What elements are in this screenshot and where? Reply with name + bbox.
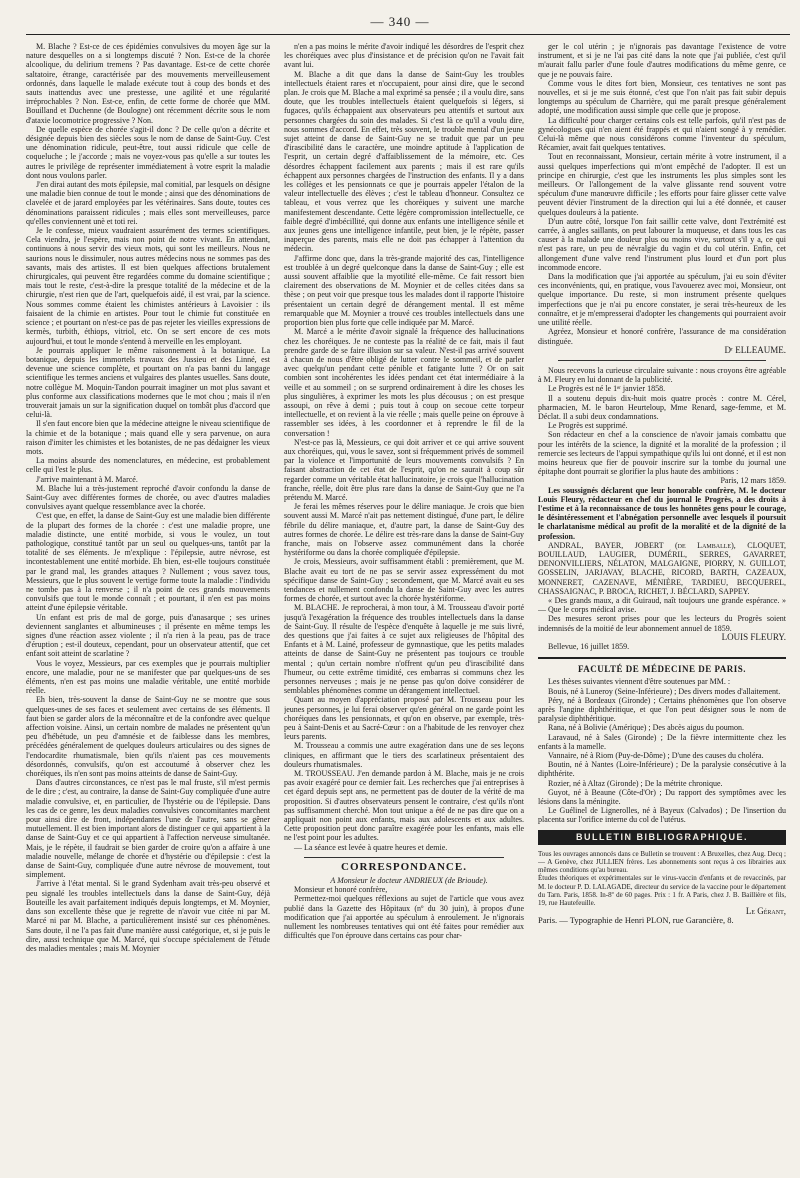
correspondence-addressee: A Monsieur le docteur ANDRIEUX (de Brioude).	[330, 876, 488, 886]
paragraph: Monsieur et honoré confrère,	[294, 885, 388, 895]
biblio-notes	[538, 850, 786, 907]
circular-signatories: ANDRAL, BAYER, JOBERT (de Lamballe), CLOQUET, BOUILLAUD, LAUGIER, DUMÉRIL, SERRES, GAVARRET, DENONVILLIERS, NÉLATON, MALGAIGNE, PIORRY, N. GUILLOT, GOSSELIN, JARJAVAY, BLACHE, RICORD, BARTH, CAZEAUX, MONNERET, CAZENAVE, MÉNIÈRE, TARDIEU, BECQUEREL, CHASSAIGNAC, P. BROCA, RICHET, J. BÉCLARD, SAPPEY.	[538, 540, 786, 596]
faculty-body	[538, 677, 786, 824]
paragraph: M. BLACHE. Je reprocherai, à mon tour, à M. Trousseau d'avoir porté jusqu'à l'exagération la fréquence des troubles intellectuels dans la danse de Saint-Guy. Il résulte de l'espèce d'enquête à laquelle je me suis livré, des questions que j'ai faites à ce sujet aux religieuses de l'hôpital des Enfants et à M. Lainé, professeur de gymnastique, que les petits malades atteints de danse de Saint-Guy ne présentent pas toujours ce trouble mental ; qu'un certain nombre n'offrent qu'un peu d'irascibilité dans l'humeur, ou cette extrême timidité, ces embarras si communs chez les personnes nerveuses ; mais je ne pense pas qu'on doive considérer de semblables phénomènes comme un dérangement intellectuel.	[284, 603, 524, 696]
paragraph: Dans d'autres circonstances, ce n'est pas le mal fruste, s'il m'est permis de le dire ; c'est, au contraire, la danse de Saint-Guy compliquée d'une autre maladie convulsive, et, en particulier, de l'hystérie ou de l'épilepsie. Dans les cas de ce genre, les deux maladies convulsives concomitantes marchent pour ainsi dire de front, indépendantes l'une de l'autre, sans se gêner mutuellement. Il est bien important alors de distinguer ce qui appartient à la danse de Saint-Guy et ce qui appartient à l'affection nerveuse simultanée. Mais, je le répète, il faudrait se bien garder de croire qu'on a affaire à une maladie nouvelle, mélange de chorée et d'hystérie ou d'épilepsie : c'est la danse de Saint-Guy, compliquée d'une autre névrose de mouvement, tout simplement.	[26, 778, 270, 880]
paragraph: ger le col utérin ; je n'ignorais pas davantage l'existence de votre instrument, et si je ne l'ai pas cité dans la note que j'ai publiée, c'est qu'il m'aurait fallu parler d'une foule d'autres modifications du même genre, ce que je ne pouvais faire.	[538, 42, 786, 79]
col1-body	[26, 42, 270, 953]
paragraph: Il s'en faut encore bien que la médecine atteigne le niveau scientifique de la chimie et de la botanique ; mais quand elle y sera parvenue, on aura raison d'imiter les chimistes et les botanistes, de ne pas dédaigner les vieux mots.	[26, 419, 270, 456]
section-divider	[558, 360, 766, 361]
paragraph: Je ferai les mêmes réserves pour le délire maniaque. Je crois que bien souvent aussi M. Marcé n'ait pas nettement distingué, d'une part, le délire fébrile du délire maniaque, et, d'autre part, la danse de Saint-Guy des autres formes de chorée. Le délire est très-rare dans la danse de Saint-Guy franche, mais on l'observe assez communément dans la chorée hystériforme ou dans la chorée compliquée d'épilepsie.	[284, 502, 524, 558]
paragraph: J'arrive maintenant à M. Marcé.	[36, 474, 138, 484]
paragraph: n'en a pas moins le mérite d'avoir indiqué les désordres de l'esprit chez les choréiques avec plus d'insistance et de précision qu'on ne l'avait fait avant lui.	[284, 42, 524, 70]
paragraph: J'arrive à l'état mental. Si le grand Sydenham avait très-peu observé et peu signalé les troubles intellectuels dans la danse de Saint-Guy, déjà Bouteille les avait parfaitement indiqués depuis longtemps, et M. Moynier, dans son excellente thèse que je regrette de n'avoir vue citée ni par M. Marcé ni par M. Blache, a particulièrement insisté sur ces phénomènes. Sans doute, il ne l'a pas fait d'une manière aussi catégorique, et, si je puis le dire, aussi technique que M. Marcé, qui s'occupe spécialement de l'étude des maladies mentales ; mais M. Moynier	[26, 879, 270, 953]
paragraph: La difficulté pour charger certains cols est telle parfois, qu'il n'est pas de gynécologues qui n'en aient été frappés et qui n'aient songé à y remédier. Celui-là même que nous considérons comme l'inventeur du spéculum, Récamier, avait fait quelques tentatives.	[538, 115, 786, 153]
paragraph: Dans la modification que j'ai apportée au spéculum, j'ai eu soin d'éviter ces inconvénients, qui, en pratique, vous l'avouerez avec moi, Monsieur, ont quelque importance. Du reste, si mon instrument présente quelques imperfections que je n'ai pu encore constater, je serai très-heureux de les connaître, et je m'empresserai d'adopter les changements qui pourraient avoir une utilité réelle.	[538, 272, 786, 328]
paragraph: M. Trousseau a commis une autre exagération dans une de ses leçons cliniques, en affirmant que le tiers des scarlatineux présentaient des douleurs rhumatismales.	[284, 741, 524, 769]
circular-closing	[538, 596, 786, 633]
circular-date: Paris, 12 mars 1859.	[720, 476, 786, 486]
paragraph: M. Blache a dit que dans la danse de Saint-Guy les troubles intellectuels étaient rares et n'occupaient, pour ainsi dire, que le second plan. Je crois que M. Blache a mal exprimé sa pensée ; il a voulu dire, sans doute, que les troubles intellectuels étaient quelquefois si légers, si fugaces, qu'ils échappaient aux observateurs peu attentifs et surtout aux personnes chargées du soin des malades. Si c'est là ce qu'il a voulu dire, nous sommes d'accord. En effet, très souvent, le trouble mental d'un jeune sujet atteint de danse de Saint-Guy ne se traduit que par un peu d'irascibilité dans le caractère, une moindre aptitude à l'application de l'esprit, un certain degré d'affaiblissement de la mémoire, etc. Ces désordres échappent facilement aux parents ; mais il est rare qu'ils échappent aux personnes chargées de l'instruction des enfants. Il y a dans les collèges et les pensionnats ce que je pourrais appeler l'étalon de la valeur intellectuelle des élèves ; c'est le tableau d'honneur. Consultez ce tableau, et vous verrez que les choréiques y suivent une marche manifestement descendante. Cette légère compromission intellectuelle, ce faible degré d'imbécillité, qui donne aux enfants une intelligence sénile et aux jeunes gens une intelligence infantile, peut bien, je le répète, passer inaperçue des parents, mais elle ne doit pas échapper à l'attention du médecin.	[284, 69, 524, 254]
circular-signature: LOUIS FLEURY.	[721, 631, 786, 642]
paragraph: M. TROUSSEAU. J'en demande pardon à M. Blache, mais je ne crois pas avoir exagéré pour ce dernier fait. Les recherches que j'ai entreprises à cet égard depuis sept ans, ne permettent pas de douter de la vérité de ma proposition. Si d'autres observateurs pensent le contraire, c'est qu'ils n'ont pas suffisamment cherché. Mon tout unique a été de ne pas dire que on a appliquait non point aux enfants, mais aux adolescents et aux adultes. Cette proposition peut donc paraître exagérée pour les enfants, mais elle ne l'est point pour les adultes.	[284, 769, 524, 843]
biblio-heading: BULLETIN BIBLIOGRAPHIQUE.	[538, 830, 786, 845]
paragraph: Il a soutenu depuis dix-huit mois quatre procès : contre M. Cérel, pharmacien, M. le baron Heurteloup, Mme Renard, sage-femme, et M. Déclat. Il a subi deux condamnations.	[538, 393, 786, 421]
paragraph: La moins absurde des nomenclatures, en médecine, est probablement celle qui l'est le plus.	[26, 456, 270, 475]
paragraph: Eh bien, très-souvent la danse de Saint-Guy ne se montre que sous quelques-unes de ses faces et seulement avec certains de ses éléments. Il faut bien se garder alors de la méconnaître et de la confondre avec quelque affection voisine. Ainsi, un certain nombre de malades ne présentent qu'un peu d'hébétude, un peu d'amnésie et de faiblesse dans les membres, précédées généralement de quelques douleurs articulaires ou des signes de l'endocardite rhumatismale, bien qu'ils n'aient pas ces mouvements désordonnés, convulsifs, qu'on est accoutumé à observer chez les choréiques, ils n'en sont pas moins atteints de danse de Saint-Guy.	[26, 695, 270, 779]
correspondence-body	[284, 885, 524, 940]
faculty-heading: FACULTÉ DE MÉDECINE DE PARIS.	[577, 664, 747, 675]
header-rule	[26, 34, 790, 35]
paragraph: D'un autre côté, lorsque l'on fait saillir cette valve, dont l'extrémité est carrée, à angles saillants, on peut labourer la muqueuse, et dans tous les cas causer à la malade une douleur plus ou moins vive, surtout s'il y a, ce qui n'est pas rare, un peu de névralgie du vagin et du col utérin. Enfin, cet allongement d'une valve rend l'instrument plus lourd et d'un port plus incommode encore.	[538, 216, 786, 272]
paragraph: Le Progrès est supprimé.	[548, 421, 628, 431]
paragraph: J'en dirai autant des mots épilepsie, mal comitial, par lesquels on désigne une maladie bien connue de tout le monde ; ainsi que des dénominations de clavelée et de jarard employées par les vétérinaires. Sans doute, toutes ces dénominations paraissent ridicules ; mais elles sont merveilleuses, parce qu'elles conviennent unè et toti rei.	[26, 180, 270, 226]
correspondence-heading: CORRESPONDANCE.	[341, 860, 467, 873]
paragraph: Son rédacteur en chef a la conscience de n'avoir jamais combattu que pour les intérêts de la science, la dignité et la moralité de la profession ; il remercie ses lecteurs de l'appui sympathique qu'ils lui ont donné, et il est non moins heureux que fier de pouvoir inscrire sur la tombe du journal une épitaphe dont pourrait se glorifier la plus haute des ambitions :	[538, 430, 786, 477]
paragraph: Vous le voyez, Messieurs, par ces exemples que je pourrais multiplier encore, une maladie, pour ne se manifester que par quelques-uns de ses éléments, n'en est pas moins une maladie véritable, une entité morbide réelle.	[26, 658, 270, 696]
paragraph: Je crois, Messieurs, avoir suffisamment établi : premièrement, que M. Blache avait eu tort de ne pas se servir assez expressément du mot spécifique danse de Saint-Guy ; secondement, que M. Marcé avait eu ses tendances et nullement confondu la danse de Saint-Guy avec les autres formes de chorée, et surtout avec la chorée hystériforme.	[284, 557, 524, 604]
circular-place: Bellevue, 16 juillet 1859.	[548, 642, 630, 651]
paragraph: De quelle espèce de chorée s'agit-il donc ? De celle qu'on a décrite et désignée depuis bien des siècles sous le nom de danse de Saint-Guy. C'est une dénomination ridicule, peut-être, tout aussi ridicule que celle de coqueluche ; le j'accorde ; mais ne voyez-vous pas qu'elle a sur toutes les autres le privilège de représenter immédiatement à votre esprit la maladie dont nous voulons parler.	[26, 124, 270, 180]
col2-body	[284, 42, 524, 852]
paragraph: Le Progrès est né le 1ᵉʳ janvier 1858.	[548, 384, 666, 394]
paragraph: Je le confesse, mieux vaudraient assurément des termes scientifiques. Cela viendra, je l'espère, mais non point de notre vivant. En attendant, continuons à nous servir des vieux mots, qui sont les meilleurs. Nous ne saurions nous le dissimuler, nous autres médecins nous ne sommes pas des savants, mais des artistes. Il est bien quelques affections brutalement chirurgicales, qui peuvent être regardées comme du domaine scientifique ; mais tout le reste, c'est-à-dire la presque totalité de la médecine et de la chirurgie, n'est rien que de l'art, quelquefois aidé, il est vrai, par la science. Nous sommes comme étaient les chimistes antérieurs à Lavoisier : ils faisaient de la chimie en artistes. Pour tout le chimie fut constituée en science ; et pourtant on n'est-ce pas de pas rejeter les vieilles expressions de kermès, turbith, éthiops, vitriol, etc. On se sert encore de ces mots aujourd'hui, et tout le monde s'entend à merveille en les employant.	[26, 226, 270, 346]
paragraph: N'est-ce pas là, Messieurs, ce qui doit arriver et ce qui arrive souvent aux choréiques, qui, vous le savez, sont si fréquemment privés de sommeil par la violence et l'importunité de leurs mouvements convulsifs ? En faisant abstraction de cet état de l'esprit, qu'on ne saurait à coup sûr regarder comme un véritable état hallucinatoire, je crois que l'hallucination franche, réelle, doit être plus rare dans la danse de Saint-Guy que ne l'a prétendu M. Marcé.	[284, 437, 524, 502]
gerant-signature: Le Gérant,	[745, 906, 786, 917]
page-number: — 340 —	[370, 14, 430, 29]
paragraph: Agréez, Monsieur et honoré confrère, l'assurance de ma considération distinguée.	[538, 327, 786, 346]
section-divider	[304, 857, 504, 858]
paragraph: Rana, né à Bolivie (Amérique) ; Des abcès aigus du poumon.	[548, 723, 744, 733]
column-1	[26, 42, 270, 1168]
paragraph: Laravaud, né à Sales (Gironde) ; De la fièvre intermittente chez les enfants à la mamelle.	[538, 732, 786, 751]
paragraph: Boutin, né à Nantes (Loire-Inférieure) ; De la paralysie consécutive à la diphthérite.	[538, 760, 786, 779]
paragraph: Les thèses suivantes viennent d'être soutenues par MM. :	[548, 677, 731, 687]
paragraph: — La séance est levée à quatre heures et demie.	[294, 842, 448, 852]
circular-body	[538, 366, 786, 476]
letter-body	[538, 42, 786, 346]
paragraph: Rozier, né à Altaz (Gironde) ; De la métrite chronique.	[548, 778, 723, 788]
section-divider	[538, 657, 786, 659]
paragraph: Quant au moyen d'appréciation proposé par M. Trousseau pour les jeunes personnes, je lui ferai observer qu'en général on ne garde point les choréiques dans les pensionnats, et qu'on en observe, par exemple, très-peu à Saint-Denis et au Sacré-Cœur : on a l'habitude de les renvoyer chez leurs parents.	[284, 695, 524, 742]
paragraph: J'affirme donc que, dans la très-grande majorité des cas, l'intelligence est troublée à un degré quelconque dans la danse de Saint-Guy ; elle est aussi souvent affaiblie que la myotilité elle-même. Ce fait ressort bien clairement des observations de M. Moynier et de celles citées dans sa thèse ; on peut voir que presque tous les malades dont il rapporte l'histoire présentaient un certain degré de dérangement mental. Il est même remarquable que M. Moynier a trouvé ces troubles intellectuels dans une proportion bien plus forte que celle indiquée par M. Marcé.	[284, 253, 524, 328]
paragraph: M. Blache lui a très-justement reproché d'avoir confondu la danse de Saint-Guy avec différentes formes de chorée, ou avec d'autres maladies convulsives ayant quelque ressemblance avec la chorée.	[26, 483, 270, 512]
column-3	[538, 42, 786, 1168]
paragraph: Un enfant est pris de mal de gorge, puis d'anasarque ; ses urines deviennent sanglantes et albumineuses ; il présente en même temps les signes d'une réaction assez violente ; il n'a rien à la peau, pas de trace d'éruption ; est-il douteux, cependant, pour un observateur attentif, que cet enfant soit atteint de scarlatine ?	[26, 612, 270, 659]
paragraph: Vannaire, né à Riom (Puy-de-Dôme) ; D'une des causes du choléra.	[548, 751, 764, 761]
paragraph: Études théoriques et expérimentales sur le virus-vaccin d'enfants et de revaccinés, par M. le docteur P. D. LALAGADE, directeur du service de la vaccine pour le département du Tarn. Paris, 1858. In-8º de 60 pages. Prix : 1 fr. A Paris, chez J. B. Baillière et fils, 19, rue Hautefeuille.	[538, 874, 786, 908]
paragraph: Tous les ouvrages annoncés dans ce Bulletin se trouvent : A Bruxelles, chez Aug. Decq ; — A Genève, chez JULLIEN frères. Les abonnements sont reçus à ces librairies aux mêmes conditions qu'au bureau.	[538, 849, 786, 875]
paragraph: Bouis, né à Luneroy (Seine-Inférieure) ; Des divers modes d'allaitement.	[548, 686, 781, 696]
paragraph: Le Guélinel de Lignerolles, né à Bayeux (Calvados) ; De l'insertion du placenta sur l'orifice interne du col de l'utérus.	[538, 806, 786, 825]
paragraph: C'est que, en effet, la danse de Saint-Guy est une maladie bien différente de la plupart des formes de la chorée : c'est une maladie propre, une maladie distincte, une entité morbide, si vous le voulez, un tout pathologique, constitué tantôt par un seul ou quelques-uns, tantôt par la totalité de ses éléments. Je m'explique : l'épilepsie, autre névrose, est incontestablement une entité morbide. Eh bien, est-elle toujours constituée par le grand mal, les grandes attaques ? Nullement ; vous savez tous, Messieurs, que le plus souvent le vertige forme toute la maladie : l'individu ne tombe pas à la renverse ; il n'a point de ces grands mouvements convulsifs que tout le monde connaît ; et pourtant, il n'en est pas moins atteint d'une épilepsie véritable.	[26, 511, 270, 613]
paragraph: Péry, né à Bordeaux (Gironde) ; Certains phénomènes que l'on observe après l'angine diphthéritique, et que l'on peut désigner sous le nom de paralysie diphthéritique.	[538, 695, 786, 724]
column-2	[284, 42, 524, 1168]
imprint-line: Paris. — Typographie de Henri PLON, rue Garancière, 8.	[538, 915, 734, 926]
paragraph: Je pourrais appliquer le même raisonnement à la botanique. La botanique, depuis les immortels travaux des Jussieu et des Linné, est devenue une science complète, et pourtant on n'a pas banni du langage scientifique les termes anciens et vulgaires des plantes usuelles. Sans doute, notre collègue M. Moquin-Tandon pourrait imaginer un mot plus savant et plus conforme aux classifications modernes que le mot chou ; mais il n'en trouverait jamais un sur la signification duquel on tombât plus d'accord que celui-là.	[26, 345, 270, 420]
paragraph: Nous recevons la curieuse circulaire suivante : nous croyons être agréable à M. Fleury en lui donnant de la publicité.	[538, 365, 786, 385]
paragraph: Guyot, né à Beaune (Côte-d'Or) ; Du rapport des symptômes avec les lésions dans la méningite.	[538, 787, 786, 807]
paragraph: Tout en reconnaissant, Monsieur, certain mérite à votre instrument, il a aussi quelques imperfections qui m'ont empêché de l'adopter. Il est un principe en chirurgie, c'est que les instruments les plus simples sont les meilleurs. Or l'allongement de la valve glissante rend souvent votre spéculum d'une manœuvre difficile ; les efforts pour faire glisser cette valve peuvent dévier l'instrument de la direction qui lui a été donnée, et causer quelques douleurs à la patiente.	[538, 152, 786, 217]
paragraph: M. Marcé a le mérite d'avoir signalé la fréquence des hallucinations chez les choréiques. Je ne conteste pas la réalité de ce fait, mais il faut prendre garde de se faire illusion sur sa valeur. N'est-il pas arrivé souvent à chacun de nous d'être obligé de lutter contre le sommeil, et de parler avec quelqu'un pendant cette pénible et fatigante lutte ? Or on sait combien sont incohérentes les idées pendant cet état intermédiaire à la veille et au sommeil ; on se surprend ordinairement à dire les choses les plus singulières, à exprimer les mots les plus décousus ; on est presque assoupi, on rêve à demi ; puis tout à coup on secoue cette torpeur intellectuelle, et on revient à la vie réelle ; mais quelle peine on éprouve à rassembler ses idées, à les coordonner et à reprendre le fil de la conversation !	[284, 327, 524, 438]
paragraph: Comme vous le dites fort bien, Monsieur, ces tentatives ne sont pas nouvelles, et si je me suis étonné, c'est que l'on n'ait pas fait subir depuis longtemps au spéculum de Charrière, qui me paraît presque généralement adopté, une modification aussi simple que celle que je propose.	[538, 78, 786, 116]
paragraph: Des mesures seront prises pour que les lecteurs du Progrès soient indemnisés de la moitié de leur abonnement annuel de 1859.	[538, 614, 786, 633]
letter-signature: Dʳ ELLEAUME.	[724, 344, 786, 355]
paragraph: M. Blache ? Est-ce de ces épidémies convulsives du moyen âge sur la nature desquelles on a si longtemps discuté ? Non. Est-ce de la chorée alcoolique, du delirium tremens ? Pas davantage. Est-ce de cette chorée saltatoire, étrange, caractérisée par des mouvements merveilleusement ordonnés, dans laquelle le malade exécute tout à coup des bonds et des sauts inattendus avec une prestesse, une agilité et une régularité irréprochables ? Non. Est-ce, enfin, de cette forme de chorée que MM. Bouilland et Duchenne (de Boulogne) ont récemment décrite sous le nom d'ataxie locomotrice progressive ? Non.	[26, 42, 270, 125]
paragraph: « Des grands maux, a dit Guiraud, naît toujours une grande espérance. » — Que le corps médical avise.	[538, 595, 786, 615]
circular-quote: Les soussignés déclarent que leur honorable confrère, M. le docteur Louis Fleury, rédacteur en chef du journal le Progrès, a des droits à l'estime et à la reconnaissance de tous les honnêtes gens pour le courage, le désintéressement et l'abnégation personnelle avec lesquels il poursuit le charlatanisme médical au profit de la moralité et de la dignité de la profession.	[538, 485, 786, 541]
paragraph: Permettez-moi quelques réflexions au sujet de l'article que vous avez publié dans la Gazette des Hôpitaux (nº du 30 juin), à propos d'une modification que j'ai apportée au spéculum à enroulement. Je n'ignorais nullement les nombreuses tentatives qui ont été faites pour remédier aux difficultés que l'on éprouve dans certains cas pour char-	[284, 894, 524, 941]
